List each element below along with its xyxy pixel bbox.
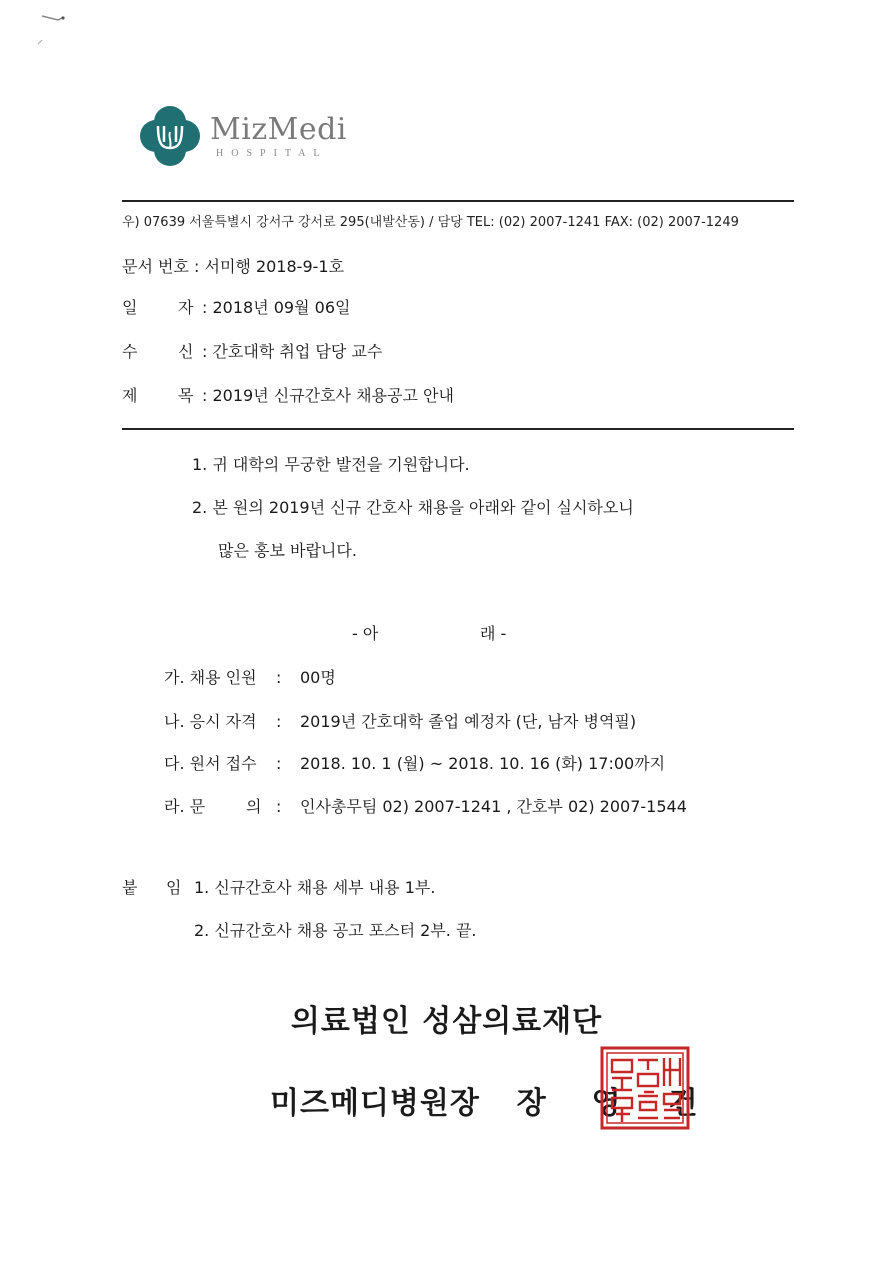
scan-mark xyxy=(38,10,78,50)
item-inquiry xyxy=(164,794,687,817)
attachment-item: 1. 신규간호사 채용 세부 내용 1부. xyxy=(194,878,436,897)
address-line: 우) 07639 서울특별시 강서구 강서로 295(내발산동) / 담당 TEL: (02) 2007-1241 FAX: (02) 2007-1249 xyxy=(122,215,739,230)
attachments-label-a: 붙 xyxy=(122,878,138,897)
director-name-2: 영 xyxy=(591,1086,622,1121)
item-value: 00명 xyxy=(300,668,336,687)
doc-number xyxy=(122,254,344,277)
director-name-1: 장 xyxy=(516,1086,547,1121)
item-value: 2018. 10. 1 (월) ~ 2018. 10. 16 (화) 17:00까지 xyxy=(300,754,666,773)
attachments-label-b: 임 xyxy=(166,878,182,897)
item-value: 인사총무팀 02) 2007-1241 , 간호부 02) 2007-1544 xyxy=(300,797,687,816)
doc-date xyxy=(122,295,350,318)
subject-value: : 2019년 신규간호사 채용공고 안내 xyxy=(202,386,454,405)
logo-subtitle: HOSPITAL xyxy=(216,148,328,159)
item-qualification xyxy=(164,709,636,732)
item-label-a: 라. 문 xyxy=(164,797,206,816)
doc-recipient xyxy=(122,339,382,362)
item-label: 나. 응시 자격 xyxy=(164,712,257,731)
paragraph-1: 1. 귀 대학의 무궁한 발전을 기원합니다. xyxy=(192,455,470,474)
item-application xyxy=(164,751,665,774)
recipient-label-a: 수 xyxy=(122,342,138,361)
item-label: 가. 채용 인원 xyxy=(164,668,257,687)
date-label-a: 일 xyxy=(122,298,138,317)
paragraph-2-cont: 많은 홍보 바랍니다. xyxy=(218,541,357,560)
item-sep: : xyxy=(276,797,282,816)
logo-name: MizMedi xyxy=(210,112,347,147)
item-label-b: 의 xyxy=(246,797,262,816)
notice-left: - 아 xyxy=(352,624,379,643)
recipient-label-b: 신 xyxy=(178,342,194,361)
doc-subject xyxy=(122,383,454,406)
doc-number-value: : 서미행 2018-9-1호 xyxy=(194,257,345,276)
director-name-3: 건 xyxy=(668,1086,699,1121)
doc-number-label: 문서 번호 xyxy=(122,257,189,276)
item-value: 2019년 간호대학 졸업 예정자 (단, 남자 병역필) xyxy=(300,712,637,731)
item-sep: : xyxy=(276,754,282,773)
recipient-value: : 간호대학 취업 담당 교수 xyxy=(202,342,383,361)
item-headcount xyxy=(164,665,336,688)
notice-right: 래 - xyxy=(480,624,507,643)
director-title: 미즈메디병원장 xyxy=(270,1086,480,1121)
header-divider xyxy=(122,428,794,430)
item-label: 다. 원서 접수 xyxy=(164,754,257,773)
item-sep: : xyxy=(276,668,282,687)
top-divider xyxy=(122,200,794,202)
attachments xyxy=(122,875,435,898)
subject-label-a: 제 xyxy=(122,386,138,405)
date-label-b: 자 xyxy=(178,298,194,317)
official-seal-icon xyxy=(600,1046,690,1130)
attachment-item: 2. 신규간호사 채용 공고 포스터 2부. 끝. xyxy=(194,921,477,940)
date-value: : 2018년 09월 06일 xyxy=(202,298,351,317)
hospital-logo-icon xyxy=(138,104,202,168)
organization-name: 의료법인 성삼의료재단 xyxy=(290,1004,603,1039)
paragraph-2: 2. 본 원의 2019년 신규 간호사 채용을 아래와 같이 실시하오니 xyxy=(192,498,634,517)
item-sep: : xyxy=(276,712,282,731)
subject-label-b: 목 xyxy=(178,386,194,405)
